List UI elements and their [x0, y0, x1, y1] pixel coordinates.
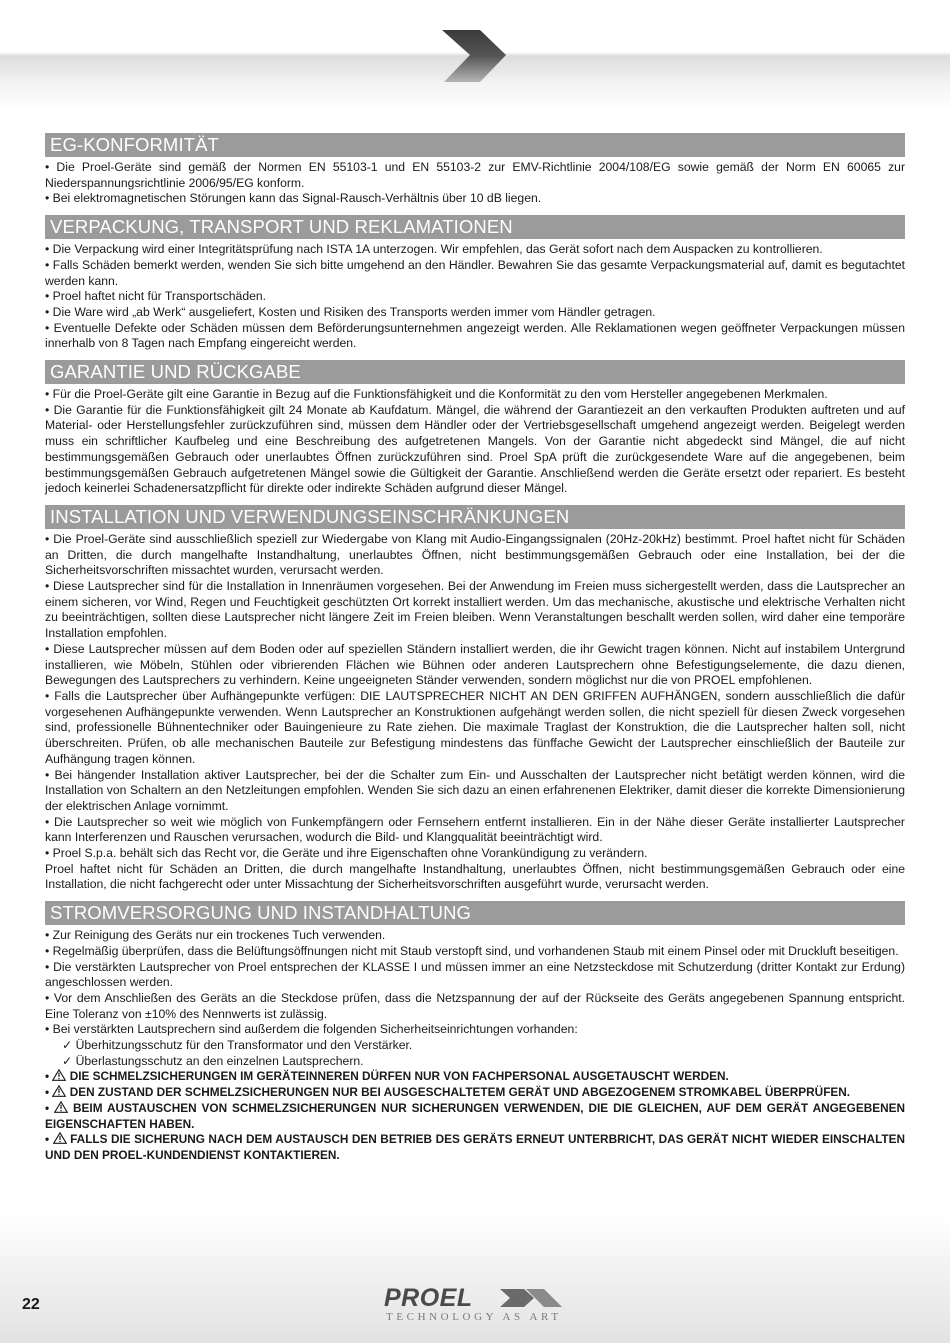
- section-title: INSTALLATION UND VERWENDUNGSEINSCHRÄNKUNGEN: [45, 505, 905, 529]
- warning-item: [45, 1101, 905, 1132]
- bullet-item: • Vor dem Anschließen des Geräts an die Steckdose prüfen, dass die Netzspannung der auf der Rückseite des Geräts angegebenen Spannung entspricht. Eine Toleranz von ±10% des Nennwerts ist zulässig.: [45, 990, 905, 1021]
- section-title: GARANTIE UND RÜCKGABE: [45, 360, 905, 384]
- chevron-right-icon: [440, 28, 510, 84]
- bullet-item: • Bei elektromagnetischen Störungen kann das Signal-Rausch-Verhältnis über 10 dB liegen.: [45, 191, 542, 206]
- bullet-item: • Die Verpackung wird einer Integritätsprüfung nach ISTA 1A unterzogen. Wir empfehlen, das Gerät sofort nach dem Auspacken zu kontrollieren.: [45, 242, 823, 257]
- bullet-item: • Für die Proel-Geräte gilt eine Garantie in Bezug auf die Funktionsfähigkeit und die Konformität zu den vom Hersteller angegebenen Merkmalen.: [45, 387, 828, 402]
- bullet-item: • Die Lautsprecher so weit wie möglich von Funkempfängern oder Fernsehern entfernt installieren. Ein in der Nähe dieser Geräte installierter Lautsprecher kann Interferenzen und Rauschen verursachen, wodurch die Bild- und Klangqualität beeinträchtigt wird.: [45, 814, 905, 845]
- section-body: [45, 532, 905, 893]
- section-body: [45, 160, 905, 207]
- check-item: ✓ Überlastungsschutz an den einzelnen Lautsprechern.: [62, 1053, 364, 1068]
- bullet-marker: •: [45, 1085, 53, 1100]
- bullet-item: • Diese Lautsprecher müssen auf dem Boden oder auf speziellen Ständern installiert werden, die ihr Gewicht tragen können. Nicht auf instabilem Untergrund installieren, wie Möbeln, Stühlen oder vibrierenden Flächen wie Bühnen oder anderen Lautsprechern ohne Befestigungselemente, die dazu dienen, Bewegungen des Lautsprechers zu verhindern. Keine ungeeigneten Ständer verwenden, sondern möglichst nur die von PROEL empfohlenen.: [45, 641, 905, 688]
- svg-text:PROEL: PROEL: [384, 1284, 473, 1310]
- warning-text: DIE SCHMELZSICHERUNGEN IM GERÄTEINNEREN DÜRFEN NUR VON FACHPERSONAL AUSGETAUSCHT WERDEN.: [69, 1069, 729, 1084]
- bullet-item: • Proel S.p.a. behält sich das Recht vor, die Geräte und ihre Eigenschaften ohne Vorankündigung zu verändern.: [45, 846, 648, 861]
- paragraph: Proel haftet nicht für Schäden an Dritten, die durch mangelhafte Instandhaltung, unerlaubtes Öffnen, nicht bestimmungsgemäßen Gebrauch oder eine Installation, die nicht fachgerecht oder unter Missachtung der Sicherheitsvorschriften ausgeführt wurde, verursacht werden.: [45, 861, 905, 892]
- warning-icon: [53, 1132, 67, 1146]
- section-title: STROMVERSORGUNG UND INSTANDHALTUNG: [45, 901, 905, 925]
- warning-icon: [52, 1069, 66, 1083]
- bullet-item: • Diese Lautsprecher sind für die Installation in Innenräumen vorgesehen. Bei der Anwendung im Freien muss sichergestellt werden, dass die Lautsprecher an einem sicheren, vor Wind, Regen und Feuchtigkeit geschützten Ort korrekt installiert werden. Um das mechanische, akustische und elektrische Verhalten nicht zu beeinträchtigen, sollten diese Lautsprecher nicht längere Zeit im Freien bleiben. Wenn Veranstaltungen beschallt werden sollen, wird daher eine temporäre Installation empfohlen.: [45, 579, 905, 641]
- proel-logo: [384, 1284, 568, 1310]
- warning-item: [45, 1132, 905, 1163]
- brand-tagline: TECHNOLOGY AS ART: [386, 1311, 562, 1323]
- bullet-item: • Die Ware wird „ab Werk“ ausgeliefert, Kosten und Risiken des Transports werden immer vom Händler getragen.: [45, 304, 656, 319]
- bullet-marker: •: [45, 1069, 53, 1084]
- bullet-marker: •: [45, 1100, 55, 1115]
- section-body: [45, 928, 905, 1164]
- section-title: EG-KONFORMITÄT: [45, 133, 905, 157]
- warning-text: FALLS DIE SICHERUNG NACH DEM AUSTAUSCH DEN BETRIEB DES GERÄTS ERNEUT UNTERBRICHT, DAS GERÄT NICHT WIEDER EINSCHALTEN UND DEN PROEL-KUNDENDIENST KONTAKTIEREN.: [45, 1132, 905, 1162]
- bullet-item: • Die Proel-Geräte sind ausschließlich speziell zur Wiedergabe von Klang mit Audio-Eingangssignalen (20Hz-20kHz) bestimmt. Proel haftet nicht für Schäden an Dritten, die durch mangelhafte Instandhaltung, unerlaubtes Öffnen, nicht bestimmungsgemäßen Gebrauch oder eine Installation, bei der die Sicherheitsvorschriften missachtet wurden, verursacht werden.: [45, 531, 905, 578]
- footer-band: [0, 1215, 950, 1343]
- page-number: 22: [22, 1296, 40, 1313]
- bullet-marker: •: [45, 1132, 53, 1147]
- warning-item: [45, 1069, 905, 1085]
- warning-item: [45, 1085, 905, 1101]
- check-item: ✓ Überhitzungsschutz für den Transformator und den Verstärker.: [62, 1038, 413, 1053]
- warning-text: DEN ZUSTAND DER SCHMELZSICHERUNGEN NUR BEI AUSGESCHALTETEM GERÄT UND ABGEZOGENEM STROMKABEL ÜBERPRÜFEN.: [69, 1085, 851, 1100]
- bullet-item: • Falls die Lautsprecher über Aufhängepunkte verfügen: DIE LAUTSPRECHER NICHT AN DEN GRIFFEN AUFHÄNGEN, sondern ausschließlich die dafür vorgesehenen Aufhängepunkte verwenden. Wenn Lautsprecher an Konstruktionen aufgehängt werden sollen, die nicht speziell für diesen Zweck vorgesehen sind, professionelle Bühnentechniker oder Bauingenieure zu Rate ziehen. Die maximale Traglast der Konstruktion, die die Lautsprecher halten soll, nicht überschreiten. Prüfen, ob alle mechanischen Bauteile zur Befestigung mindestens das fünffache Gewicht der Lautsprecher einschließlich der Bauteile zur Aufhängung tragen können.: [45, 688, 905, 766]
- bullet-item: • Eventuelle Defekte oder Schäden müssen dem Beförderungsunternehmen angezeigt werden. Alle Reklamationen wegen geöffneter Verpackungen müssen innerhalb von 8 Tagen nach Empfang eingereicht werden.: [45, 320, 905, 351]
- warning-icon: [52, 1085, 66, 1099]
- section-body: [45, 242, 905, 352]
- section-body: [45, 387, 905, 497]
- section-title: VERPACKUNG, TRANSPORT UND REKLAMATIONEN: [45, 215, 905, 239]
- bullet-item: • Regelmäßig überprüfen, dass die Belüftungsöffnungen nicht mit Staub verstopft sind, und vorhandenen Staub mit einem Pinsel oder mit Druckluft beseitigen.: [45, 943, 899, 958]
- bullet-item: • Proel haftet nicht für Transportschäden.: [45, 289, 267, 304]
- bullet-item: • Die verstärkten Lautsprecher von Proel entsprechen der KLASSE I und müssen immer an eine Netzsteckdose mit Schutzerdung (dritter Kontakt zur Erdung) angeschlossen werden.: [45, 959, 905, 990]
- bullet-item: • Falls Schäden bemerkt werden, wenden Sie sich bitte umgehend an den Händler. Bewahren Sie das gesamte Verpackungsmaterial auf, damit es begutachtet werden kann.: [45, 257, 905, 288]
- warning-text: BEIM AUSTAUSCHEN VON SCHMELZSICHERUNGEN NUR SICHERUNGEN VERWENDEN, DIE DIE GLEICHEN, AUF DEM GERÄT ANGEGEBENEN EIGENSCHAFTEN HABEN.: [45, 1100, 905, 1131]
- bullet-item: • Bei verstärkten Lautsprechern sind außerdem die folgenden Sicherheitseinrichtungen vorhanden:: [45, 1022, 578, 1037]
- bullet-item: • Die Proel-Geräte sind gemäß der Normen EN 55103-1 und EN 55103-2 zur EMV-Richtlinie 2004/108/EG sowie gemäß der Norm EN 60065 zur Niederspannungsrichtlinie 2006/95/EG konform.: [45, 160, 905, 190]
- bullet-item: • Bei hängender Installation aktiver Lautsprecher, bei der die Schalter zum Ein- und Ausschalten der Lautsprecher nicht betätigt werden können, wird die Installation von Schaltern an den Netzleitungen empfohlen. Wenden Sie sich dazu an einen erfahrenenen Elektriker, damit dieser die korrekte Dimensionierung der elektrischen Anlage vornimmt.: [45, 767, 905, 813]
- bullet-item: • Zur Reinigung des Geräts nur ein trockenes Tuch verwenden.: [45, 928, 386, 943]
- document-content: [45, 133, 905, 1172]
- warning-icon: [54, 1101, 68, 1115]
- bullet-item: • Die Garantie für die Funktionsfähigkeit gilt 24 Monate ab Kaufdatum. Mängel, die während der Garantiezeit an den verkauften Produkten auftreten und auf Material- oder Herstellungsfehler zurückzuführen sind, müssen dem Händler oder der Vertriebsgesellschaft umgehend angezeigt werden. Beigelegt werden muss ein schriftlicher Kaufbeleg und eine Beschreibung des aufgetretenen Mangels. Von der Garantie nicht abgedeckt sind Mängel, die auf nicht bestimmungsgemäßen Gebrauch oder unerlaubtes Öffnen zurückzuführen sind. Proel SpA prüft die zurückgesendete Ware auf die angegebenen, beim bestimmungsgemäßen Gebrauch aufgetretenen Mängel sowie die Gültigkeit der Garantie. Anschließend werden die Geräte ersetzt oder repariert. Es besteht jedoch keinerlei Schadenersatzpflicht für direkte oder indirekte Schäden aufgrund dieser Mängel.: [45, 402, 905, 496]
